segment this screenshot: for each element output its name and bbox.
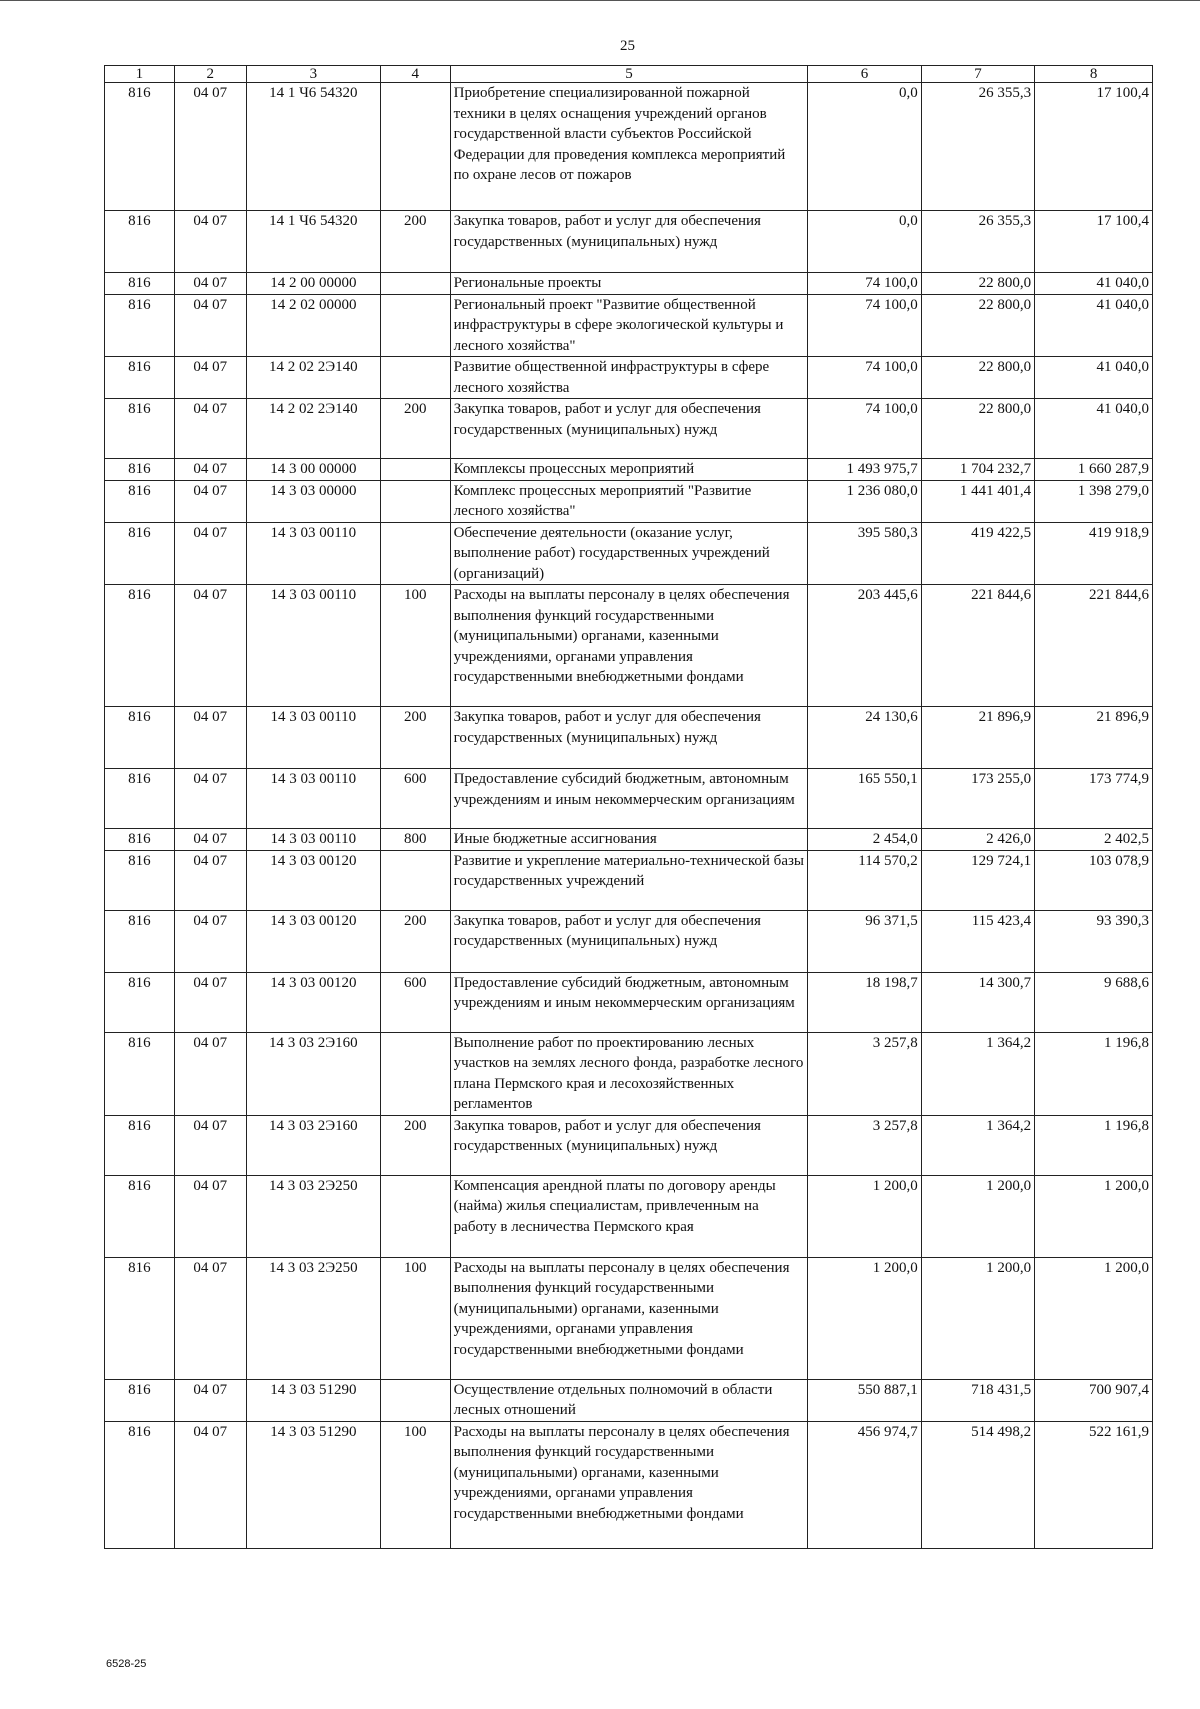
table-row	[105, 769, 1153, 829]
section-code-cell: 04 07	[174, 211, 246, 273]
admin-code-cell: 816	[105, 211, 175, 273]
amount-col8-cell: 41 040,0	[1035, 273, 1153, 295]
admin-code-cell: 816	[105, 585, 175, 707]
table-row	[105, 480, 1153, 522]
amount-col8-cell: 2 402,5	[1035, 829, 1153, 851]
amount-col6-cell: 0,0	[808, 211, 921, 273]
expense-type-cell	[380, 294, 450, 357]
amount-col8-cell: 1 196,8	[1035, 1032, 1153, 1115]
item-name-cell: Комплекс процессных мероприятий "Развитие лесного хозяйства"	[450, 480, 808, 522]
target-article-cell: 14 2 00 00000	[246, 273, 380, 295]
amount-col8-cell: 221 844,6	[1035, 585, 1153, 707]
amount-col8-cell: 21 896,9	[1035, 707, 1153, 769]
admin-code-cell: 816	[105, 769, 175, 829]
amount-col7-cell: 22 800,0	[921, 294, 1034, 357]
section-code-cell: 04 07	[174, 1175, 246, 1257]
item-name-cell: Региональный проект "Развитие общественной инфраструктуры в сфере экологической культуры и лесного хозяйства"	[450, 294, 808, 357]
expense-type-cell: 600	[380, 972, 450, 1032]
table-row	[105, 273, 1153, 295]
amount-col6-cell: 2 454,0	[808, 829, 921, 851]
amount-col8-cell: 41 040,0	[1035, 294, 1153, 357]
column-header: 3	[246, 66, 380, 83]
amount-col7-cell: 1 441 401,4	[921, 480, 1034, 522]
table-row	[105, 585, 1153, 707]
target-article-cell: 14 3 03 00110	[246, 707, 380, 769]
amount-col6-cell: 0,0	[808, 83, 921, 211]
table-row	[105, 211, 1153, 273]
amount-col6-cell: 1 236 080,0	[808, 480, 921, 522]
item-name-cell: Развитие общественной инфраструктуры в сфере лесного хозяйства	[450, 357, 808, 399]
admin-code-cell: 816	[105, 83, 175, 211]
column-header: 5	[450, 66, 808, 83]
amount-col7-cell: 718 431,5	[921, 1379, 1034, 1421]
section-code-cell: 04 07	[174, 273, 246, 295]
amount-col7-cell: 14 300,7	[921, 972, 1034, 1032]
target-article-cell: 14 3 03 51290	[246, 1421, 380, 1548]
amount-col7-cell: 1 364,2	[921, 1115, 1034, 1175]
admin-code-cell: 816	[105, 1379, 175, 1421]
amount-col6-cell: 165 550,1	[808, 769, 921, 829]
amount-col6-cell: 550 887,1	[808, 1379, 921, 1421]
column-header: 2	[174, 66, 246, 83]
target-article-cell: 14 3 03 2Э250	[246, 1257, 380, 1379]
amount-col8-cell: 522 161,9	[1035, 1421, 1153, 1548]
table-row	[105, 1032, 1153, 1115]
section-code-cell: 04 07	[174, 522, 246, 585]
expense-type-cell	[380, 1175, 450, 1257]
footer-code: 6528-25	[106, 1658, 147, 1670]
amount-col8-cell: 1 200,0	[1035, 1175, 1153, 1257]
amount-col6-cell: 1 493 975,7	[808, 459, 921, 481]
expense-type-cell: 200	[380, 399, 450, 459]
admin-code-cell: 816	[105, 972, 175, 1032]
expense-type-cell: 600	[380, 769, 450, 829]
item-name-cell: Закупка товаров, работ и услуг для обеспечения государственных (муниципальных) нужд	[450, 707, 808, 769]
table-row	[105, 294, 1153, 357]
section-code-cell: 04 07	[174, 1379, 246, 1421]
amount-col8-cell: 1 200,0	[1035, 1257, 1153, 1379]
amount-col8-cell: 1 196,8	[1035, 1115, 1153, 1175]
amount-col8-cell: 700 907,4	[1035, 1379, 1153, 1421]
amount-col8-cell: 17 100,4	[1035, 83, 1153, 211]
amount-col6-cell: 74 100,0	[808, 294, 921, 357]
amount-col7-cell: 221 844,6	[921, 585, 1034, 707]
expense-type-cell	[380, 357, 450, 399]
expense-type-cell: 200	[380, 211, 450, 273]
section-code-cell: 04 07	[174, 972, 246, 1032]
amount-col7-cell: 1 364,2	[921, 1032, 1034, 1115]
section-code-cell: 04 07	[174, 707, 246, 769]
table-row	[105, 399, 1153, 459]
table-row	[105, 850, 1153, 910]
expense-type-cell: 100	[380, 585, 450, 707]
expense-type-cell: 100	[380, 1257, 450, 1379]
table-body	[105, 83, 1153, 1549]
section-code-cell: 04 07	[174, 357, 246, 399]
expense-type-cell	[380, 1379, 450, 1421]
target-article-cell: 14 1 Ч6 54320	[246, 211, 380, 273]
amount-col7-cell: 419 422,5	[921, 522, 1034, 585]
target-article-cell: 14 3 03 00110	[246, 769, 380, 829]
amount-col6-cell: 3 257,8	[808, 1115, 921, 1175]
admin-code-cell: 816	[105, 1175, 175, 1257]
amount-col7-cell: 22 800,0	[921, 357, 1034, 399]
amount-col6-cell: 74 100,0	[808, 399, 921, 459]
admin-code-cell: 816	[105, 294, 175, 357]
item-name-cell: Закупка товаров, работ и услуг для обеспечения государственных (муниципальных) нужд	[450, 1115, 808, 1175]
amount-col6-cell: 395 580,3	[808, 522, 921, 585]
amount-col6-cell: 456 974,7	[808, 1421, 921, 1548]
budget-table	[104, 65, 1153, 1549]
section-code-cell: 04 07	[174, 459, 246, 481]
expense-type-cell	[380, 480, 450, 522]
item-name-cell: Расходы на выплаты персоналу в целях обеспечения выполнения функций государственными (муниципальными) органами, казенными учреждениями, органами управления государственными внебюджетными фондами	[450, 1421, 808, 1548]
table-row	[105, 522, 1153, 585]
target-article-cell: 14 3 00 00000	[246, 459, 380, 481]
amount-col6-cell: 74 100,0	[808, 273, 921, 295]
section-code-cell: 04 07	[174, 480, 246, 522]
table-row	[105, 1115, 1153, 1175]
admin-code-cell: 816	[105, 357, 175, 399]
amount-col6-cell: 1 200,0	[808, 1257, 921, 1379]
amount-col6-cell: 18 198,7	[808, 972, 921, 1032]
table-row	[105, 972, 1153, 1032]
table-row	[105, 83, 1153, 211]
admin-code-cell: 816	[105, 1032, 175, 1115]
target-article-cell: 14 3 03 2Э250	[246, 1175, 380, 1257]
amount-col7-cell: 22 800,0	[921, 273, 1034, 295]
section-code-cell: 04 07	[174, 1032, 246, 1115]
amount-col7-cell: 1 704 232,7	[921, 459, 1034, 481]
header-row	[105, 66, 1153, 83]
amount-col7-cell: 514 498,2	[921, 1421, 1034, 1548]
table-row	[105, 459, 1153, 481]
amount-col7-cell: 26 355,3	[921, 83, 1034, 211]
target-article-cell: 14 3 03 00110	[246, 522, 380, 585]
amount-col8-cell: 17 100,4	[1035, 211, 1153, 273]
amount-col7-cell: 26 355,3	[921, 211, 1034, 273]
item-name-cell: Расходы на выплаты персоналу в целях обеспечения выполнения функций государственными (муниципальными) органами, казенными учреждениями, органами управления государственными внебюджетными фондами	[450, 585, 808, 707]
amount-col6-cell: 24 130,6	[808, 707, 921, 769]
item-name-cell: Развитие и укрепление материально-технической базы государственных учреждений	[450, 850, 808, 910]
section-code-cell: 04 07	[174, 83, 246, 211]
target-article-cell: 14 1 Ч6 54320	[246, 83, 380, 211]
target-article-cell: 14 2 02 2Э140	[246, 399, 380, 459]
table-row	[105, 1257, 1153, 1379]
section-code-cell: 04 07	[174, 769, 246, 829]
target-article-cell: 14 3 03 00120	[246, 910, 380, 972]
table-row	[105, 1175, 1153, 1257]
amount-col7-cell: 1 200,0	[921, 1175, 1034, 1257]
admin-code-cell: 816	[105, 1421, 175, 1548]
amount-col7-cell: 173 255,0	[921, 769, 1034, 829]
admin-code-cell: 816	[105, 910, 175, 972]
expense-type-cell	[380, 850, 450, 910]
amount-col8-cell: 93 390,3	[1035, 910, 1153, 972]
admin-code-cell: 816	[105, 522, 175, 585]
section-code-cell: 04 07	[174, 1421, 246, 1548]
expense-type-cell	[380, 273, 450, 295]
item-name-cell: Закупка товаров, работ и услуг для обеспечения государственных (муниципальных) нужд	[450, 399, 808, 459]
admin-code-cell: 816	[105, 1115, 175, 1175]
top-scan-edge	[0, 0, 1200, 1]
expense-type-cell: 200	[380, 707, 450, 769]
target-article-cell: 14 3 03 00110	[246, 829, 380, 851]
amount-col7-cell: 1 200,0	[921, 1257, 1034, 1379]
section-code-cell: 04 07	[174, 1115, 246, 1175]
item-name-cell: Приобретение специализированной пожарной техники в целях оснащения учреждений органов государственной власти субъектов Российской Федерации для проведения комплекса мероприятий по охране лесов от пожаров	[450, 83, 808, 211]
amount-col7-cell: 129 724,1	[921, 850, 1034, 910]
section-code-cell: 04 07	[174, 585, 246, 707]
amount-col6-cell: 1 200,0	[808, 1175, 921, 1257]
target-article-cell: 14 3 03 00000	[246, 480, 380, 522]
amount-col8-cell: 103 078,9	[1035, 850, 1153, 910]
admin-code-cell: 816	[105, 399, 175, 459]
page-number: 25	[620, 38, 635, 54]
admin-code-cell: 816	[105, 829, 175, 851]
item-name-cell: Выполнение работ по проектированию лесных участков на землях лесного фонда, разработке лесного плана Пермского края и лесохозяйственных регламентов	[450, 1032, 808, 1115]
target-article-cell: 14 2 02 00000	[246, 294, 380, 357]
item-name-cell: Предоставление субсидий бюджетным, автономным учреждениям и иным некоммерческим организациям	[450, 972, 808, 1032]
amount-col6-cell: 74 100,0	[808, 357, 921, 399]
expense-type-cell: 200	[380, 910, 450, 972]
column-header: 7	[921, 66, 1034, 83]
target-article-cell: 14 2 02 2Э140	[246, 357, 380, 399]
target-article-cell: 14 3 03 00120	[246, 850, 380, 910]
section-code-cell: 04 07	[174, 910, 246, 972]
table-row	[105, 910, 1153, 972]
amount-col8-cell: 1 660 287,9	[1035, 459, 1153, 481]
item-name-cell: Закупка товаров, работ и услуг для обеспечения государственных (муниципальных) нужд	[450, 910, 808, 972]
item-name-cell: Предоставление субсидий бюджетным, автономным учреждениям и иным некоммерческим организациям	[450, 769, 808, 829]
item-name-cell: Осуществление отдельных полномочий в области лесных отношений	[450, 1379, 808, 1421]
column-header: 8	[1035, 66, 1153, 83]
admin-code-cell: 816	[105, 850, 175, 910]
amount-col7-cell: 21 896,9	[921, 707, 1034, 769]
amount-col6-cell: 114 570,2	[808, 850, 921, 910]
admin-code-cell: 816	[105, 707, 175, 769]
amount-col8-cell: 1 398 279,0	[1035, 480, 1153, 522]
column-header: 1	[105, 66, 175, 83]
item-name-cell: Региональные проекты	[450, 273, 808, 295]
item-name-cell: Компенсация арендной платы по договору аренды (найма) жилья специалистам, привлеченным на работу в лесничества Пермского края	[450, 1175, 808, 1257]
expense-type-cell: 100	[380, 1421, 450, 1548]
expense-type-cell	[380, 459, 450, 481]
target-article-cell: 14 3 03 51290	[246, 1379, 380, 1421]
section-code-cell: 04 07	[174, 1257, 246, 1379]
column-header: 6	[808, 66, 921, 83]
amount-col8-cell: 9 688,6	[1035, 972, 1153, 1032]
amount-col7-cell: 2 426,0	[921, 829, 1034, 851]
amount-col8-cell: 41 040,0	[1035, 399, 1153, 459]
section-code-cell: 04 07	[174, 850, 246, 910]
admin-code-cell: 816	[105, 459, 175, 481]
amount-col8-cell: 173 774,9	[1035, 769, 1153, 829]
table-row	[105, 357, 1153, 399]
section-code-cell: 04 07	[174, 294, 246, 357]
expense-type-cell	[380, 1032, 450, 1115]
expense-type-cell: 200	[380, 1115, 450, 1175]
amount-col6-cell: 3 257,8	[808, 1032, 921, 1115]
table-row	[105, 707, 1153, 769]
admin-code-cell: 816	[105, 480, 175, 522]
amount-col7-cell: 115 423,4	[921, 910, 1034, 972]
item-name-cell: Иные бюджетные ассигнования	[450, 829, 808, 851]
amount-col7-cell: 22 800,0	[921, 399, 1034, 459]
admin-code-cell: 816	[105, 273, 175, 295]
table-row	[105, 1421, 1153, 1548]
amount-col8-cell: 419 918,9	[1035, 522, 1153, 585]
table-row	[105, 829, 1153, 851]
item-name-cell: Расходы на выплаты персоналу в целях обеспечения выполнения функций государственными (муниципальными) органами, казенными учреждениями, органами управления государственными внебюджетными фондами	[450, 1257, 808, 1379]
target-article-cell: 14 3 03 00110	[246, 585, 380, 707]
expense-type-cell	[380, 83, 450, 211]
item-name-cell: Закупка товаров, работ и услуг для обеспечения государственных (муниципальных) нужд	[450, 211, 808, 273]
amount-col6-cell: 96 371,5	[808, 910, 921, 972]
item-name-cell: Комплексы процессных мероприятий	[450, 459, 808, 481]
amount-col6-cell: 203 445,6	[808, 585, 921, 707]
table-row	[105, 1379, 1153, 1421]
target-article-cell: 14 3 03 2Э160	[246, 1115, 380, 1175]
expense-type-cell	[380, 522, 450, 585]
admin-code-cell: 816	[105, 1257, 175, 1379]
expense-type-cell: 800	[380, 829, 450, 851]
column-header: 4	[380, 66, 450, 83]
section-code-cell: 04 07	[174, 829, 246, 851]
amount-col8-cell: 41 040,0	[1035, 357, 1153, 399]
target-article-cell: 14 3 03 00120	[246, 972, 380, 1032]
target-article-cell: 14 3 03 2Э160	[246, 1032, 380, 1115]
section-code-cell: 04 07	[174, 399, 246, 459]
item-name-cell: Обеспечение деятельности (оказание услуг, выполнение работ) государственных учреждений (организаций)	[450, 522, 808, 585]
